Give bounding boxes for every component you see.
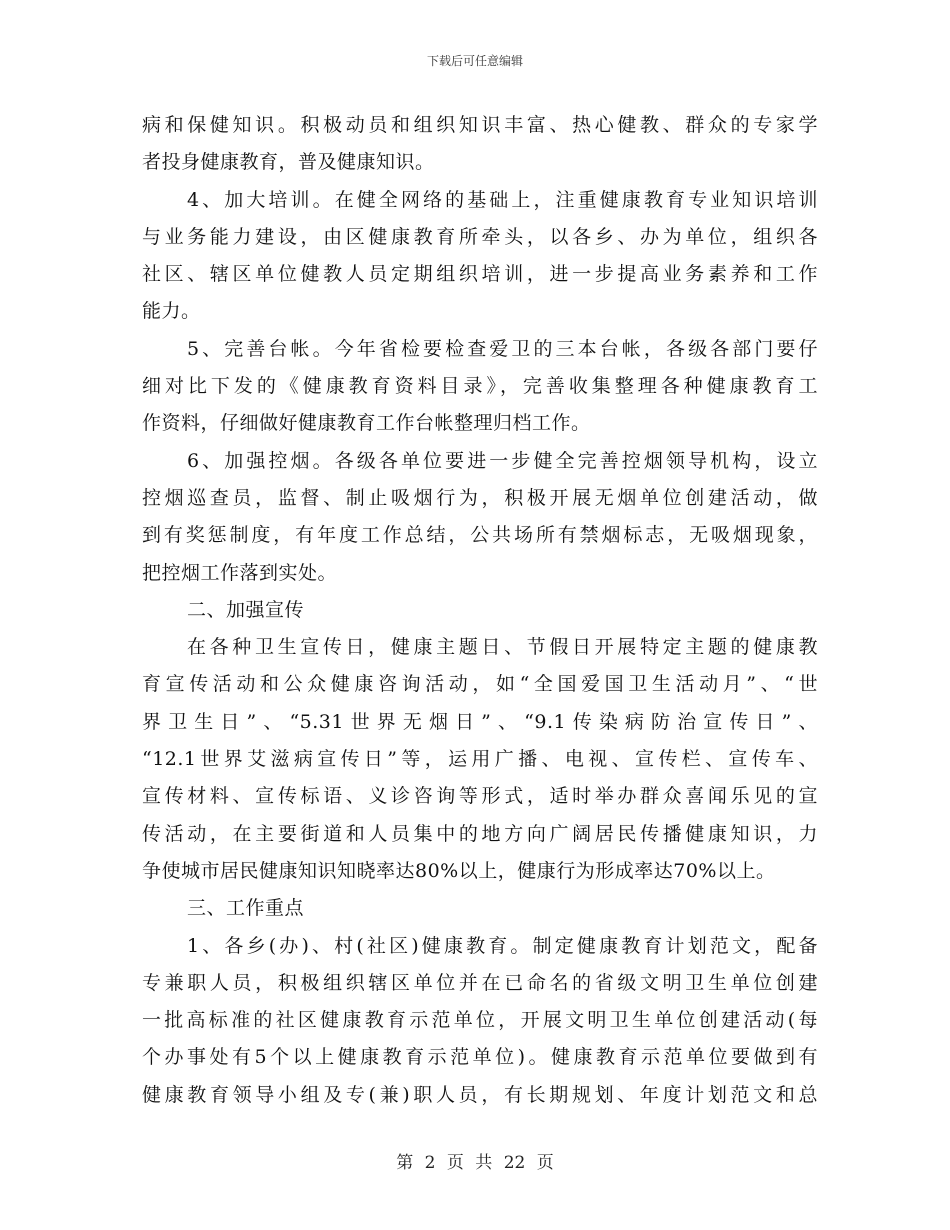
text-line: 一批高标准的社区健康教育示范单位，开展文明卫生单位创建活动(每 — [142, 1009, 818, 1032]
text-line: 控烟巡查员，监督、制止吸烟行为，积极开展无烟单位创建活动，做 — [142, 486, 818, 509]
text-line: 与业务能力建设，由区健康教育所牵头，以各乡、办为单位，组织各 — [142, 225, 818, 248]
text-line: 二、加强宣传 — [187, 598, 305, 621]
text-line: 个办事处有5个以上健康教育示范单位)。健康教育示范单位要做到有 — [142, 1046, 818, 1069]
text-line: 能力。 — [142, 300, 201, 323]
text-line: 健康教育领导小组及专(兼)职人员，有长期规划、年度计划范文和总 — [142, 1083, 818, 1106]
text-line: 1、各乡(办)、村(社区)健康教育。制定健康教育计划范文，配备 — [187, 934, 818, 957]
text-line: 社区、辖区单位健教人员定期组织培训，进一步提高业务素养和工作 — [142, 263, 818, 286]
text-line: 三、工作重点 — [187, 897, 305, 920]
text-line: 到有奖惩制度，有年度工作总结，公共场所有禁烟标志，无吸烟现象， — [142, 524, 818, 547]
text-line: 传活动，在主要街道和人员集中的地方向广阔居民传播健康知识，力 — [142, 822, 818, 845]
text-line: 在各种卫生宣传日，健康主题日、节假日开展特定主题的健康教 — [187, 636, 818, 659]
text-line: 育宣传活动和公众健康咨询活动，如“全国爱国卫生活动月”、“世 — [142, 673, 818, 696]
text-line: 病和保健知识。积极动员和组织知识丰富、热心健教、群众的专家学 — [142, 114, 818, 136]
text-line: 细对比下发的《健康教育资料目录》，完善收集整理各种健康教育工 — [142, 375, 818, 398]
text-line: 作资料，仔细做好健康教育工作台帐整理归档工作。 — [142, 412, 591, 435]
text-line: 宣传材料、宣传标语、义诊咨询等形式，适时举办群众喜闻乐见的宣 — [142, 785, 818, 808]
text-line: 争使城市居民健康知识知晓率达80%以上，健康行为形成率达70%以上。 — [142, 859, 776, 882]
text-line: 者投身健康教育，普及健康知识。 — [142, 151, 435, 174]
text-line: “12.1世界艾滋病宣传日”等，运用广播、电视、宣传栏、宣传车、 — [142, 748, 818, 771]
page-header: 下载后可任意编辑 — [426, 54, 523, 68]
text-line: 5、完善台帐。今年省检要检查爱卫的三本台帐，各级各部门要仔 — [187, 337, 818, 360]
document-body — [142, 107, 818, 1114]
text-line: 6、加强控烟。各级各单位要进一步健全完善控烟领导机构，设立 — [187, 449, 818, 472]
text-line: 把控烟工作落到实处。 — [142, 561, 338, 584]
text-line: 4、加大培训。在健全网络的基础上，注重健康教育专业知识培训 — [187, 188, 818, 211]
text-line: 界卫生日”、“5.31世界无烟日”、“9.1传染病防治宣传日”、 — [142, 710, 818, 733]
page-number-footer: 第 2 页 共 22 页 — [396, 1153, 554, 1173]
text-line: 专兼职人员，积极组织辖区单位并在已命名的省级文明卫生单位创建 — [142, 971, 818, 994]
